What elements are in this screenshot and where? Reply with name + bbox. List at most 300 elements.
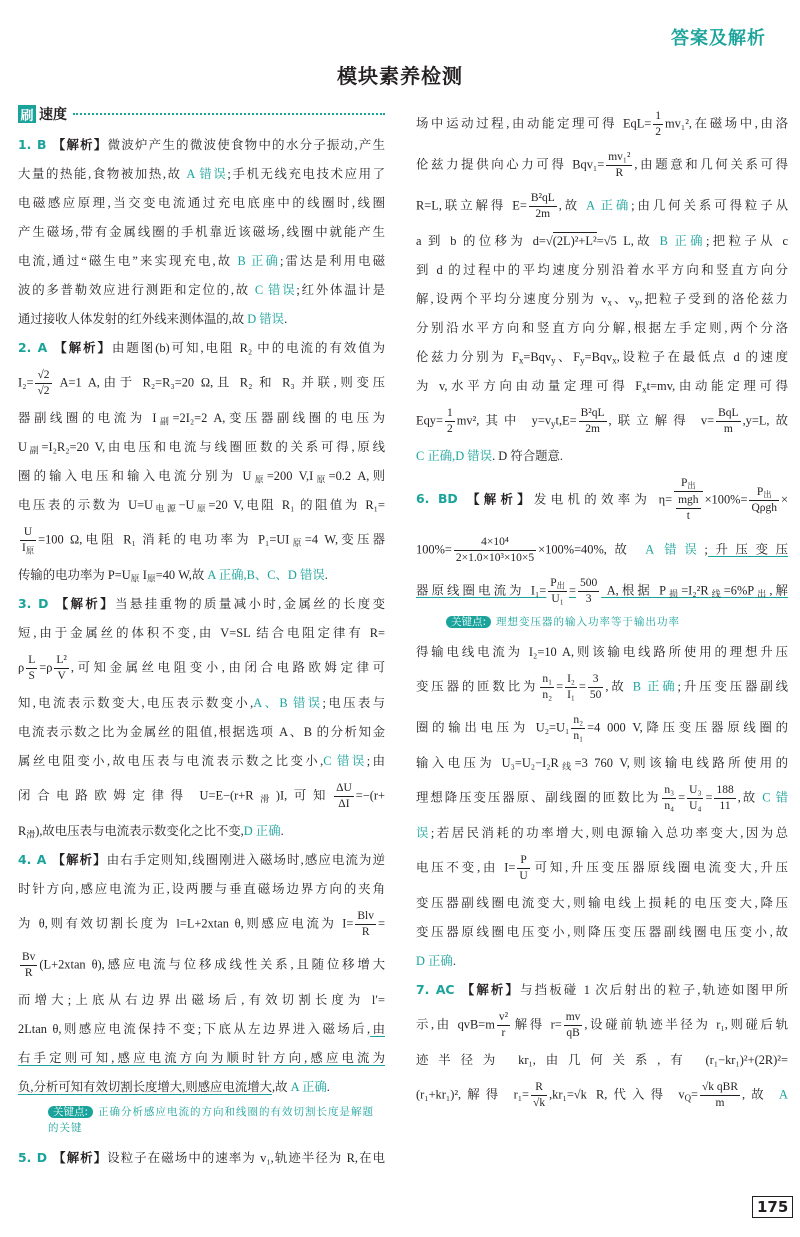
text-run: ;升压变压器副线 — [677, 679, 788, 694]
math-text: m — [723, 423, 733, 435]
fraction-numerator — [26, 653, 37, 669]
text-run: ,故 — [737, 790, 763, 805]
text-run: ,由题意和几何关系可得 — [634, 157, 788, 172]
text-line — [18, 590, 385, 619]
left-column — [18, 131, 385, 1173]
text-run: × — [781, 492, 788, 507]
text-run: ,kr₁=√k R,代入得 v — [549, 1087, 685, 1102]
text-run: 分别沿水平方向和竖直方向分解,根据左手定则,两个分洛 — [416, 321, 788, 335]
text-run: =I₂R₂=20 V,由电压和电流与线圈匝数的关系可得,原线 — [41, 440, 385, 454]
fraction — [578, 576, 599, 607]
text-line — [18, 1015, 385, 1044]
math-text: R — [361, 926, 370, 938]
math-text: n₂ — [573, 714, 584, 726]
text-run: 器副线圈的电流为 I — [18, 411, 157, 425]
subscript: 出 — [754, 589, 770, 600]
text-run: 闭合电路欧姆定律得 U=E−(r+R — [18, 788, 254, 803]
fraction-numerator — [531, 1080, 547, 1096]
fraction-numerator — [497, 1010, 510, 1026]
text-line — [416, 1075, 788, 1116]
fraction-denominator — [662, 799, 676, 814]
fraction-denominator — [540, 688, 554, 703]
math-text: 4×10⁴ — [481, 536, 509, 548]
text-line — [416, 667, 788, 708]
text-run: =Bqv — [584, 350, 613, 364]
math-text: 3 — [585, 593, 592, 605]
math-text: I₁ — [567, 689, 575, 701]
text-run: 由右手定则知,线圈刚进入磁场时,感应电流为逆 — [106, 853, 385, 867]
fraction-denominator — [497, 1026, 510, 1041]
text-run: 右手定则可知,感应电流方向为顺时针方向,感应电流为 — [18, 1051, 385, 1065]
fraction-numerator — [355, 909, 376, 925]
fraction — [653, 109, 663, 140]
answer-verdict: A 正确,B、C、D 错误 — [207, 568, 325, 582]
text-line — [18, 462, 385, 491]
fraction-denominator — [445, 422, 455, 437]
fraction — [676, 493, 700, 524]
text-run: A=1 A,由于 R₂=R₃=20 Ω,且 R₂ 和 R₃ 并联,则变压 — [53, 375, 385, 390]
section-label: 速度 — [39, 107, 67, 123]
text-run: 变压器的匝数比为 — [416, 679, 539, 694]
subscript: Q — [684, 1093, 691, 1104]
text-run: ;若居民消耗的功率增大,则电源输入总功率变大,因为总 — [430, 826, 788, 840]
fraction-numerator — [548, 576, 567, 592]
text-run: 为 θ,则有效切割长度为 l=L+2xtan θ,则感应电流为 I= — [18, 916, 354, 931]
text-line — [416, 1005, 788, 1046]
dotted-divider — [73, 113, 385, 115]
text-run: I — [139, 568, 147, 582]
math-text: 1 — [655, 110, 662, 122]
math-text: √2 — [37, 369, 50, 381]
fraction-denominator — [674, 492, 702, 525]
math-text: n₃ — [664, 784, 675, 796]
fraction-numerator — [564, 1010, 583, 1026]
text-run: 而增大;上底从右边界出磁场后,有效切割长度为 l′= — [18, 993, 385, 1007]
text-run: . — [280, 824, 284, 838]
subscript: x — [518, 355, 524, 366]
text-run: I₂= — [18, 375, 34, 390]
math-text: mgh — [678, 494, 699, 506]
text-run: ;由 — [366, 754, 385, 768]
text-run: =√5 L,故 — [596, 234, 660, 248]
text-run: R — [18, 824, 27, 838]
fraction-denominator — [687, 799, 703, 814]
text-line — [416, 848, 788, 889]
math-text: √k — [533, 1097, 546, 1109]
fraction-denominator — [606, 166, 632, 181]
text-run: mv²,其中 y=v — [456, 413, 552, 428]
math-text: 500 — [579, 577, 598, 589]
answer-verdict: A — [779, 1087, 788, 1102]
text-line — [416, 343, 788, 372]
text-line — [18, 305, 385, 334]
text-line — [18, 276, 385, 305]
subscript: 原 — [25, 546, 35, 556]
math-text: BqL — [718, 407, 739, 419]
fraction-denominator — [529, 207, 557, 222]
text-run: U — [18, 440, 27, 454]
fraction — [662, 783, 676, 814]
text-run: =I₂²R — [681, 583, 709, 598]
text-run: =0.2 A,则 — [328, 469, 385, 483]
text-run: =40 W,故 — [155, 568, 208, 582]
text-run: =100 Ω,电阻 R₁ 消耗的电功率为 P₁=UI — [38, 532, 290, 547]
text-line — [416, 285, 788, 314]
answer-verdict: C 正确,D 错误 — [416, 449, 493, 463]
answer-verdict: A 错误 — [645, 542, 705, 557]
analysis-tag: 【解析】 — [52, 341, 112, 355]
fraction — [529, 191, 557, 222]
text-run: ;电压表与 — [322, 696, 385, 710]
subscript: y — [634, 297, 640, 308]
math-text: v² — [498, 1011, 509, 1023]
fraction — [20, 950, 37, 981]
text-line — [18, 648, 385, 689]
subscript: 电源 — [153, 503, 179, 514]
math-text: mv — [565, 1011, 581, 1023]
text-run: 发电机的效率为 η= — [534, 492, 673, 507]
fraction-numerator — [687, 783, 703, 799]
fraction — [700, 1080, 740, 1111]
fraction-denominator — [676, 509, 700, 524]
text-run: 理想降压变压器原、副线圈的匝数比为 — [416, 790, 661, 805]
fraction — [35, 368, 51, 399]
fraction-numerator — [662, 783, 676, 799]
text-run: (L+2xtan θ),感应电流与位移成线性关系,且随位移增大 — [39, 957, 385, 972]
math-text: Qρgh — [751, 502, 777, 514]
text-run: 到 d 的过程中的平均速度分别沿着水平方向和竖直方向分 — [416, 263, 788, 277]
fraction-denominator — [588, 688, 604, 703]
fraction-numerator — [35, 368, 51, 384]
text-line — [18, 131, 385, 160]
text-run: 、v — [611, 292, 635, 306]
item-number: 2. A — [18, 340, 48, 355]
math-text: B²qL — [580, 407, 605, 419]
text-line — [18, 747, 385, 776]
math-text: U — [23, 526, 33, 538]
subscript: 副 — [156, 416, 173, 427]
page-number: 175 — [752, 1196, 793, 1218]
text-run: 变压器原线圈电压变小,则降压变压器副线圈电压变小,故 — [416, 925, 788, 939]
fraction — [674, 476, 702, 525]
text-run: ;红外体温计是 — [296, 283, 385, 297]
text-run: 伦兹力分别为 F — [416, 350, 519, 364]
text-run: 电流,通过“磁生电”来实现充电,故 — [18, 254, 238, 268]
math-text: n₁ — [542, 673, 553, 685]
item-number: 4. A — [18, 852, 47, 867]
answer-verdict: D 正确 — [243, 824, 281, 838]
text-line — [416, 256, 788, 285]
fraction-denominator — [548, 592, 567, 607]
text-run: mv₁²,在磁场中,由洛 — [665, 116, 788, 131]
underlined-text: 由 — [370, 1022, 385, 1036]
underlined-text: 负,分析可知有效切割长度增大,则感应电流增大 — [18, 1080, 273, 1094]
text-run: 与挡板碰 1 次后射出的粒子,轨迹如图甲所 — [520, 983, 788, 997]
text-run: 器原线圈电流为 I₁= — [416, 583, 547, 598]
text-line — [18, 689, 385, 718]
text-run: 微波炉产生的微波使食物中的水分子振动,产生 — [107, 138, 385, 152]
text-run: (r₁+kr₁)²,解得 r₁= — [416, 1087, 530, 1102]
item-number: 6. BD — [416, 491, 458, 507]
text-line — [18, 218, 385, 247]
analysis-tag: 【解析】 — [51, 853, 107, 867]
fraction — [54, 653, 68, 684]
text-run: t=mv,由动能定理可得 — [646, 379, 789, 393]
text-line — [416, 749, 788, 778]
text-run: 时针方向,感应电流为正,设两腰与垂直磁场边界方向的夹角 — [18, 882, 385, 896]
text-line — [18, 160, 385, 189]
fraction-denominator — [571, 729, 585, 744]
math-text: 2m — [585, 423, 600, 435]
item-number: 1. B — [18, 137, 47, 152]
text-run: =200 V,I — [266, 469, 314, 483]
text-run: =20 V,电阻 R₁ 的阻值为 R₁= — [208, 498, 385, 512]
fraction — [355, 909, 376, 940]
fraction — [517, 853, 529, 884]
analysis-tag: 【解析】 — [52, 1151, 108, 1165]
fraction — [26, 653, 37, 684]
text-run: 迹半径为 kr₁,由几何关系,有 (r₁−kr₁)²+(2R)²= — [416, 1053, 788, 1067]
page-title: 模块素养检测 — [337, 64, 463, 88]
text-run: ×100%= — [704, 492, 748, 507]
text-line — [416, 186, 788, 227]
answer-verdict: A 错误 — [186, 167, 228, 181]
text-run: ,故 — [605, 679, 633, 694]
subscript: 滑 — [253, 794, 276, 805]
text-run: = — [678, 790, 686, 805]
fraction-numerator — [445, 406, 455, 422]
text-run: 伦兹力提供向心力可得 Bqv₁= — [416, 157, 605, 172]
text-line — [416, 442, 788, 471]
fraction-numerator — [588, 672, 604, 688]
math-text: S — [28, 670, 35, 682]
text-run: =2I₂=2 A,变压器副线圈的电压为 — [172, 411, 385, 425]
answer-verdict: C 错误 — [254, 283, 297, 297]
fraction — [606, 150, 632, 181]
text-run: 为 v,水平方向由动量定理可得 F — [416, 379, 643, 393]
text-line — [18, 1144, 385, 1173]
text-line — [416, 471, 788, 530]
answer-verdict: A 正确 — [586, 198, 632, 213]
fraction — [445, 406, 455, 437]
fraction-numerator — [714, 783, 735, 799]
text-run: 通过接收人体发射的红外线来测体温的,故 — [18, 312, 248, 326]
fraction-denominator — [531, 1096, 547, 1111]
text-run: 波的多普勒效应进行测距和定位的,故 — [18, 283, 255, 297]
fraction — [497, 1010, 510, 1041]
math-text: 2m — [535, 208, 551, 220]
text-run: 2Ltan θ,则感应电流保持不变;下底从左边界进入磁场后, — [18, 1022, 371, 1036]
answer-verdict: D 正确 — [416, 954, 453, 968]
text-run: 示,由 qvB=m — [416, 1017, 495, 1032]
text-line — [18, 986, 385, 1015]
text-run: P — [550, 577, 557, 589]
text-run: 电压表的示数为 U=U — [18, 498, 154, 512]
section-header — [18, 103, 385, 125]
key-point-note — [446, 614, 788, 630]
math-text: ΔI — [338, 798, 350, 810]
subscript: 滑 — [26, 829, 36, 840]
text-run: 变压器副线圈电流变大,则输电线上损耗的电压变大,降压 — [416, 896, 788, 910]
text-run: = — [568, 583, 576, 598]
text-line — [18, 189, 385, 218]
math-text: qB — [566, 1027, 580, 1039]
fraction-denominator — [517, 869, 529, 884]
analysis-tag: 【解析】 — [51, 138, 108, 152]
subscript: 原 — [289, 538, 305, 549]
math-text: 2 — [446, 423, 453, 435]
page-header-label: 答案及解析 — [671, 28, 766, 49]
subscript: 线 — [558, 761, 575, 772]
text-run: 得输电线电流为 I₂=10 A,则该输电线路所使用的理想升压 — [416, 645, 788, 659]
text-line — [18, 904, 385, 945]
math-text: √2 — [37, 385, 50, 397]
text-run: =Bqv — [523, 350, 552, 364]
text-line — [416, 571, 788, 612]
math-text: U — [519, 870, 528, 882]
text-run: )I,可知 — [275, 788, 333, 803]
text-run: . — [324, 568, 328, 582]
text-run: −U — [178, 498, 195, 512]
fraction — [571, 713, 585, 744]
text-run: 场中运动过程,由动能定理可得 EqL= — [416, 116, 652, 131]
fraction — [749, 485, 779, 516]
math-text: Bv — [22, 951, 36, 963]
text-run: 解得 r= — [512, 1017, 562, 1032]
text-line — [18, 334, 385, 363]
math-text: t — [686, 510, 690, 522]
text-run: ,设粒子在最低点 d 的速度 — [616, 350, 788, 364]
text-run: 输入电压为 U₃=U₂−I₂R — [416, 756, 559, 770]
text-run: 短,由于金属丝的体积不变,由 V=SL 结合电阻定律有 R= — [18, 626, 385, 640]
fraction-numerator — [606, 150, 632, 166]
math-text: ΔU — [336, 782, 352, 794]
text-line — [18, 520, 385, 561]
underlined-text: 升压变压 — [707, 542, 788, 557]
answer-verdict: A 正确 — [290, 1080, 327, 1094]
key-point-badge: 关键点: — [446, 616, 491, 628]
math-text: U₄ — [689, 800, 702, 812]
text-line — [18, 945, 385, 986]
subscript: y — [551, 355, 556, 366]
subscript: x — [612, 355, 617, 366]
text-run: 属丝电阻变小,故电压表与电流表示数之比变小, — [18, 754, 324, 768]
section-badge: 刷 — [18, 105, 36, 123]
math-text: √k qBR — [702, 1081, 739, 1093]
fraction-numerator — [540, 672, 554, 688]
text-line — [416, 372, 788, 401]
math-text: n₂ — [542, 689, 553, 701]
answer-verdict: A、B 错误 — [253, 696, 323, 710]
fraction-numerator — [716, 406, 740, 422]
fraction-denominator — [355, 925, 376, 940]
text-run: 知,电流表示数变大,电压表示数变小, — [18, 696, 254, 710]
text-run: = — [578, 679, 586, 694]
text-run: =−(r+ — [355, 788, 385, 803]
text-line — [416, 918, 788, 947]
text-run: ,y=L,故 — [742, 413, 789, 428]
math-text: B²qL — [530, 192, 555, 204]
text-line — [18, 817, 385, 846]
text-run: ),故电压表与电流表示数变化之比不变, — [35, 824, 244, 838]
answer-verdict: D 错误 — [247, 312, 285, 326]
fraction-denominator — [700, 1096, 740, 1111]
item-number: 7. AC — [416, 982, 455, 997]
text-run: ;把粒子从 c — [705, 234, 788, 248]
math-text: L — [28, 654, 36, 666]
text-run: 大量的热能,食物被加热,故 — [18, 167, 187, 181]
text-run: =4 000 V,降压变压器原线圈的 — [587, 720, 788, 735]
fraction — [531, 1080, 547, 1111]
text-run: ,把粒子受到的洛伦兹力 — [639, 292, 788, 306]
math-text: Blv — [357, 910, 374, 922]
fraction — [564, 1010, 583, 1041]
text-run: A,根据 P — [601, 583, 667, 598]
text-run: ; — [704, 542, 708, 557]
math-text: n₁ — [573, 730, 584, 742]
text-line — [18, 363, 385, 404]
text-line — [18, 875, 385, 904]
text-line — [416, 314, 788, 343]
fraction — [687, 783, 703, 814]
fraction-denominator — [454, 551, 536, 566]
text-run: 可知,升压变压器原线圈电流变大,升压 — [531, 860, 788, 875]
text-run: = — [378, 916, 385, 931]
text-run: t,E= — [555, 413, 577, 428]
text-run: 设粒子在磁场中的速率为 v₁,轨迹半径为 R,在电 — [107, 1151, 386, 1165]
text-line — [18, 1044, 385, 1073]
fraction-denominator — [26, 669, 37, 684]
math-text: r — [501, 1027, 506, 1039]
key-point-text: 理想变压器的输入功率等于输出功率 — [496, 616, 681, 628]
text-line — [18, 433, 385, 462]
subscript: y — [580, 355, 585, 366]
answer-verdict: B 正确 — [632, 679, 678, 694]
subscript: 原 — [251, 474, 267, 485]
math-text: 1 — [446, 407, 453, 419]
text-run: 100%= — [416, 542, 452, 557]
text-run: ,联立解得 v= — [608, 413, 715, 428]
math-text: n₄ — [664, 800, 675, 812]
text-run: =ρ — [39, 660, 53, 675]
key-point-badge: 关键点: — [48, 1106, 93, 1118]
math-text: R — [615, 167, 624, 179]
text-run: . — [326, 1080, 330, 1094]
text-run: 传输的电功率为 P=U — [18, 568, 131, 582]
fraction — [579, 406, 607, 437]
fraction-denominator — [578, 592, 599, 607]
text-run: √ — [545, 234, 553, 248]
fraction — [334, 781, 354, 812]
text-run: ,可知金属丝电阻变小,由闭合电路欧姆定律可 — [70, 660, 385, 675]
text-run: = — [705, 790, 713, 805]
math-text: R — [535, 1081, 543, 1093]
text-run: 解,设两个平均分速度分别为 v — [416, 292, 608, 306]
fraction-numerator — [749, 485, 779, 501]
fraction-numerator — [579, 406, 607, 422]
subscript: 线 — [708, 589, 724, 600]
fraction-denominator — [334, 797, 354, 812]
fraction-denominator — [564, 1026, 583, 1041]
text-run: ×100%=40%,故 — [538, 542, 646, 557]
text-line — [416, 778, 788, 819]
text-line — [416, 819, 788, 848]
text-line — [416, 227, 788, 256]
fraction-numerator — [676, 493, 700, 509]
text-run: 圈的输出电压为 U₂=U₁ — [416, 720, 570, 735]
text-run: 、F — [555, 350, 581, 364]
fraction-numerator — [578, 576, 599, 592]
